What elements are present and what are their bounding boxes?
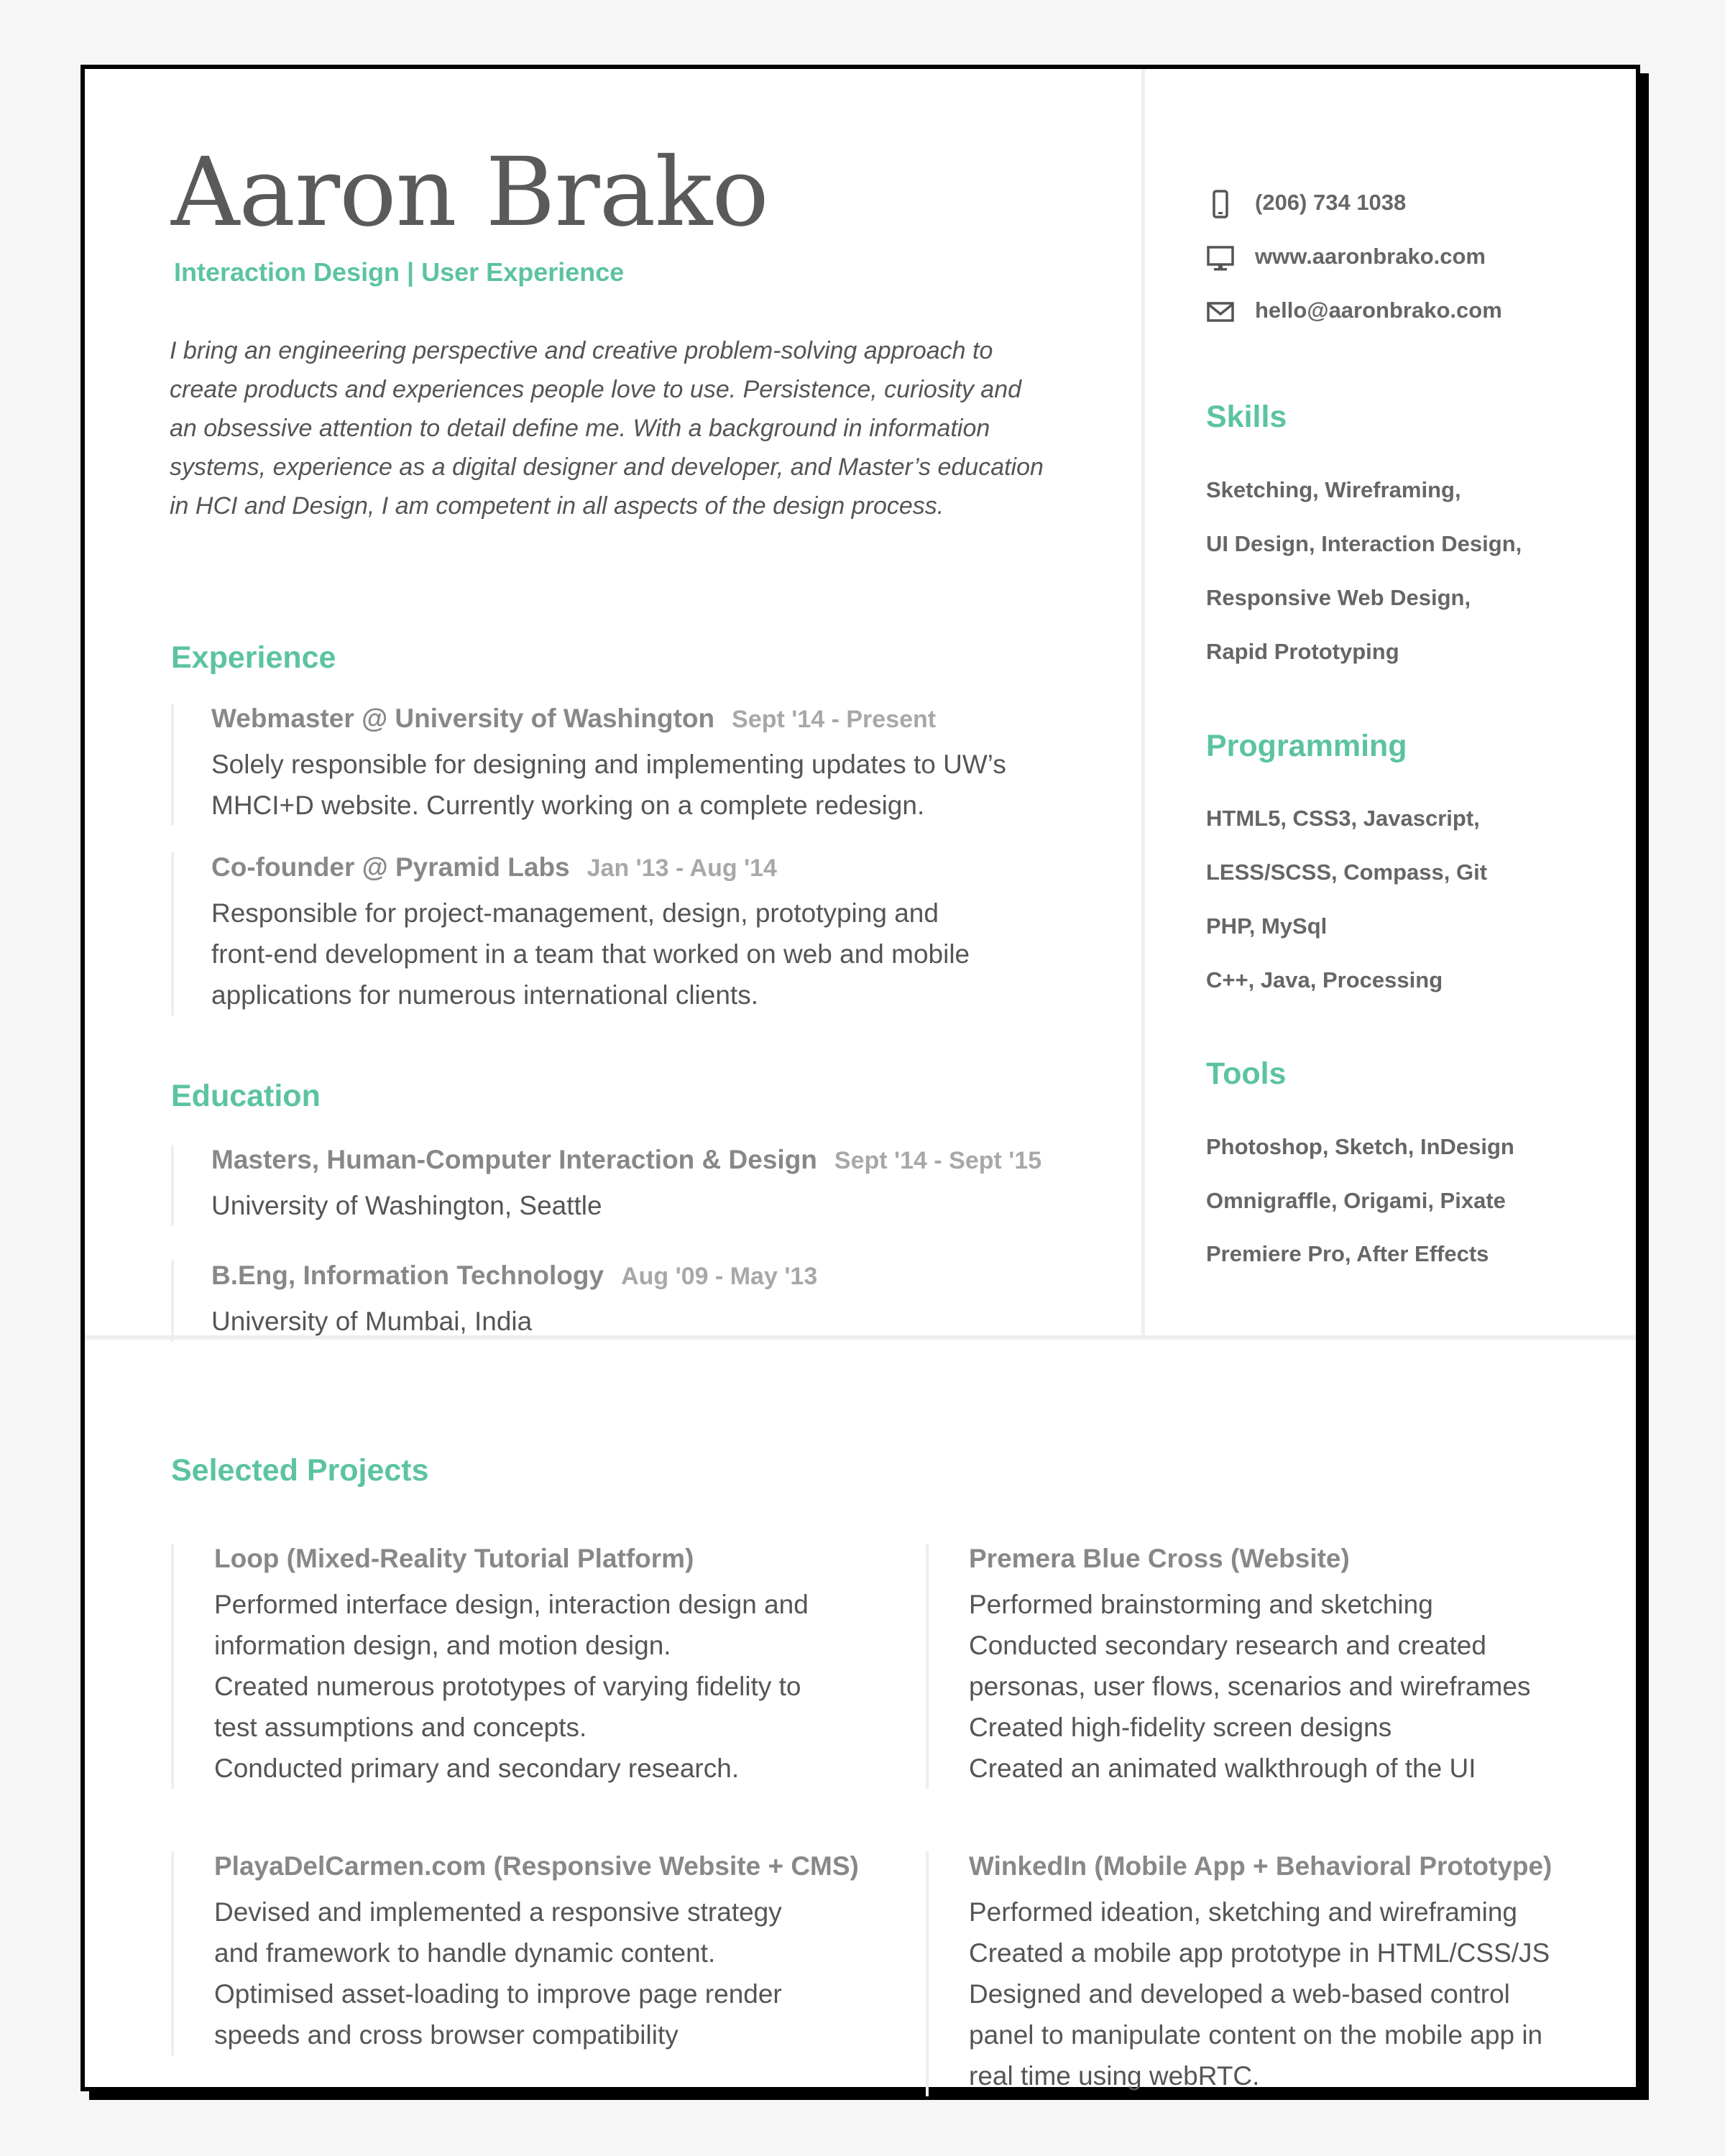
experience-entry bbox=[171, 852, 970, 1015]
programming-heading: Programming bbox=[1206, 729, 1407, 763]
education-date: Sept '14 - Sept '15 bbox=[834, 1147, 1042, 1174]
project-card bbox=[171, 1851, 859, 2055]
project-card bbox=[171, 1544, 809, 1789]
summary-text: I bring an engineering perspective and creative problem-solving approach to create products and experiences people love to use. Persistence, curiosity and an obsessive attention to detail define me. With a background in information systems, experience as a digital designer and developer, and Master’s education in HCI and Design, I am competent in all aspects of the design process. bbox=[170, 337, 1044, 520]
experience-date: Jan '13 - Aug '14 bbox=[586, 854, 777, 882]
skills-item: Sketching, Wireframing, bbox=[1206, 477, 1461, 502]
project-description: Performed ideation, sketching and wireframing Created a mobile app prototype in HTML/CSS/JS Designed and developed a web-based control panel to manipulate content on the mobile app in real time using webRTC. bbox=[969, 1897, 1550, 2091]
programming-item: LESS/SCSS, Compass, Git bbox=[1206, 860, 1488, 885]
education-degree: B.Eng, Information Technology bbox=[211, 1261, 604, 1290]
contact-email[interactable]: hello@aaronbrako.com bbox=[1206, 298, 1502, 326]
skills-item: Responsive Web Design, bbox=[1206, 585, 1471, 610]
tools-item: Premiere Pro, After Effects bbox=[1206, 1241, 1489, 1266]
project-title: WinkedIn (Mobile App + Behavioral Prototype) bbox=[969, 1851, 1552, 1881]
education-entry bbox=[171, 1145, 1041, 1226]
column-divider bbox=[1141, 69, 1145, 1335]
project-title: Loop (Mixed-Reality Tutorial Platform) bbox=[214, 1544, 694, 1573]
contact-website[interactable]: www.aaronbrako.com bbox=[1206, 244, 1486, 272]
education-school: University of Washington, Seattle bbox=[211, 1191, 602, 1220]
skills-heading: Skills bbox=[1206, 400, 1287, 434]
programming-item: C++, Java, Processing bbox=[1206, 967, 1443, 992]
programming-item: PHP, MySql bbox=[1206, 913, 1328, 939]
education-school: University of Mumbai, India bbox=[211, 1307, 533, 1336]
education-date: Aug '09 - May '13 bbox=[621, 1263, 818, 1290]
tools-item: Photoshop, Sketch, InDesign bbox=[1206, 1134, 1514, 1159]
education-entry bbox=[171, 1261, 817, 1342]
tools-heading: Tools bbox=[1206, 1056, 1287, 1091]
project-title: PlayaDelCarmen.com (Responsive Website + CMS) bbox=[214, 1851, 859, 1881]
experience-date: Sept '14 - Present bbox=[732, 706, 937, 733]
education-heading: Education bbox=[171, 1079, 321, 1113]
project-card bbox=[926, 1544, 1530, 1789]
project-description: Performed interface design, interaction design and information design, and motion design. Created numerous prototypes of varying fidelity to test assumptions and concepts. Conducted primary and secondary research. bbox=[214, 1590, 809, 1783]
tools-item: Omnigraffle, Origami, Pixate bbox=[1206, 1188, 1506, 1213]
projects-heading: Selected Projects bbox=[171, 1453, 429, 1488]
candidate-name: Aaron Brako bbox=[171, 137, 768, 248]
project-card bbox=[926, 1851, 1552, 2096]
skills-item: Rapid Prototyping bbox=[1206, 639, 1399, 664]
experience-role: Co-founder @ Pyramid Labs bbox=[211, 852, 570, 882]
experience-heading: Experience bbox=[171, 640, 336, 675]
programming-item: HTML5, CSS3, Javascript, bbox=[1206, 806, 1480, 831]
project-description: Devised and implemented a responsive strategy and framework to handle dynamic content. Optimised asset-loading to improve page render speeds and cross browser compatibility bbox=[214, 1897, 782, 2050]
project-title: Premera Blue Cross (Website) bbox=[969, 1544, 1350, 1573]
phone-icon bbox=[1206, 190, 1235, 218]
experience-entry bbox=[171, 704, 1006, 826]
project-description: Performed brainstorming and sketching Conducted secondary research and created personas, user flows, scenarios and wireframes Created high-fidelity screen designs Created an animated walkthrough of the UI bbox=[969, 1590, 1531, 1783]
experience-description: Responsible for project-management, design, prototyping and front-end development in a team that worked on web and mobile applications for numerous international clients. bbox=[211, 898, 970, 1010]
skills-item: UI Design, Interaction Design, bbox=[1206, 531, 1522, 556]
experience-role: Webmaster @ University of Washington bbox=[211, 704, 715, 733]
resume-page bbox=[80, 65, 1640, 2091]
candidate-tagline: Interaction Design | User Experience bbox=[174, 257, 625, 287]
envelope-icon bbox=[1206, 298, 1235, 326]
contact-phone: (206) 734 1038 bbox=[1206, 190, 1406, 218]
monitor-icon bbox=[1206, 244, 1235, 272]
education-degree: Masters, Human-Computer Interaction & Design bbox=[211, 1145, 817, 1174]
experience-description: Solely responsible for designing and implementing updates to UW’s MHCI+D website. Currently working on a complete redesign. bbox=[211, 750, 1006, 820]
